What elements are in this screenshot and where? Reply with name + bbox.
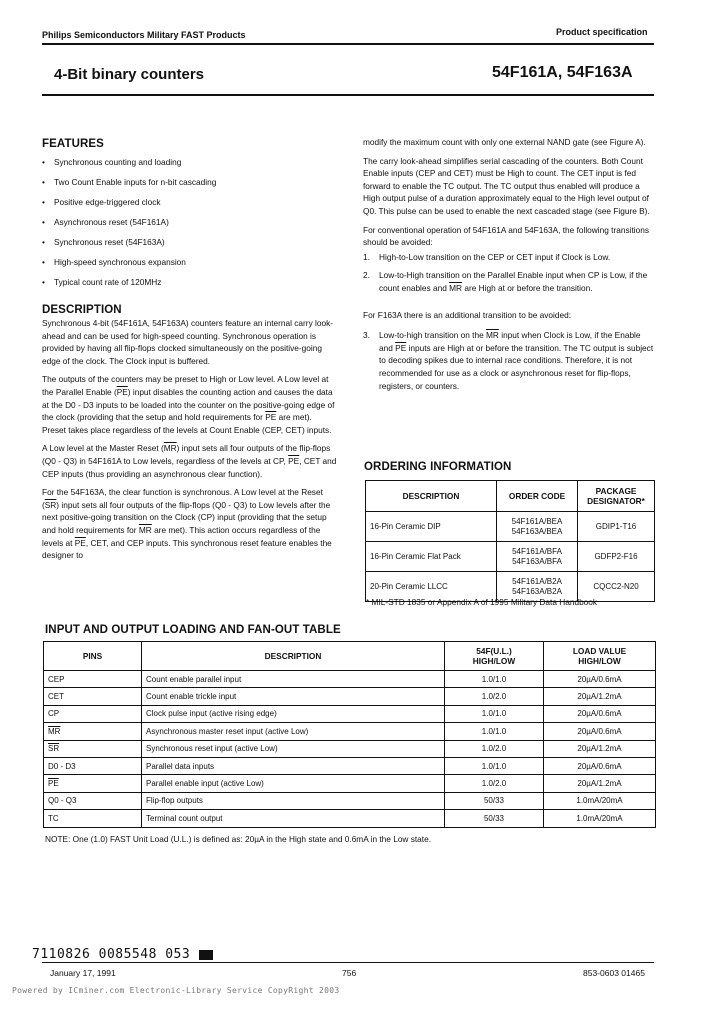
table-row: D0 - D3 Parallel data inputs 1.0/1.0 20µA/0.6mA: [44, 757, 656, 774]
table-row: $\overline{PE}$ Parallel enable input (active Low) 1.0/2.0 20µA/1.2mA: [44, 775, 656, 792]
io-table: [43, 641, 656, 828]
io-table-note: NOTE: One (1.0) FAST Unit Load (U.L.) is defined as: 20µA in the High state and 0.6mA in the Low state.: [45, 834, 432, 844]
features-heading: FEATURES: [42, 138, 104, 150]
description-paragraph: Synchronous 4-bit (54F161A, 54F163A) counters feature an internal carry look- ahead and can be used for high-speed counting. Synchronous operation is provided by having all flip-flops clocked simultaneously on the positive-going edge of the clock. The Clock input is buffered.: [42, 318, 334, 366]
col-order-code: ORDER CODE: [497, 481, 578, 512]
table-row: CET Count enable trickle input 1.0/2.0 20µA/1.2mA: [44, 688, 656, 705]
list-item: 1. High-to-Low transition on the CEP or CET input if Clock is Low.: [363, 251, 611, 262]
features-list: [42, 152, 338, 292]
table-row: $\overline{SR}$ Synchronous reset input (active Low) 1.0/2.0 20µA/1.2mA: [44, 740, 656, 757]
body-paragraph: modify the maximum count with only one external NAND gate (see Figure A).: [363, 137, 646, 147]
feature-item: • Asynchronous reset (54F161A): [42, 212, 338, 232]
feature-item: • Synchronous reset (54F163A): [42, 232, 338, 252]
ordering-heading: ORDERING INFORMATION: [364, 461, 512, 473]
io-table-heading: INPUT AND OUTPUT LOADING AND FAN-OUT TABLE: [45, 624, 341, 636]
description-paragraph: For the 54F163A, the clear function is synchronous. A Low level at the Reset $(\overline{SR})$ input sets all four outputs of the flip-flops (Q0 - Q3) to Low levels after the next positive-going transition on the Clock (CP) input (providing that the setup and hold requirements for $\overline{MR}$ are met). This action occurs regardless of the levels at $\overline{PE}$, CET, and CEP inputs. This synchronous reset feature enables the designer to: [42, 487, 332, 561]
table-row: TC Terminal count output 50/33 1.0mA/20mA: [44, 810, 656, 827]
body-paragraph: For conventional operation of 54F161A and 54F163A, the following transitions should be avoided:: [363, 224, 649, 248]
feature-item: • Synchronous counting and loading: [42, 152, 338, 172]
col-description: DESCRIPTION: [366, 481, 497, 512]
barcode-text: 7110826 0085548 053: [32, 947, 213, 962]
header-company: Philips Semiconductors Military FAST Products: [42, 30, 246, 40]
list-item: 2. Low-to-High transition on the Parallel Enable input when CP is Low, if the count enables and $\overline{MR}$ are High at or before the transition.: [363, 270, 648, 293]
transition-list: [363, 329, 655, 392]
header-doc-type: Product specification: [556, 27, 648, 37]
header-rule-top: [42, 43, 654, 45]
feature-item: • High-speed synchronous expansion: [42, 252, 338, 272]
table-row: Q0 - Q3 Flip-flop outputs 50/33 1.0mA/20mA: [44, 792, 656, 809]
table-row: 16-Pin Ceramic Flat Pack 54F161A/BFA 54F163A/BFA GDFP2-F16: [366, 542, 655, 572]
part-number: 54F161A, 54F163A: [492, 64, 633, 81]
right-column: [363, 136, 655, 392]
table-row: $\overline{MR}$ Asynchronous master reset input (active Low) 1.0/1.0 20µA/0.6mA: [44, 723, 656, 740]
table-row: CP Clock pulse input (active rising edge) 1.0/1.0 20µA/0.6mA: [44, 705, 656, 722]
description-paragraph: A Low level at the Master Reset $(\overline{MR})$ input sets all four outputs of the flip-flops (Q0 - Q3) in 54F161A to Low levels, regardless of the levels at CP, $\overline{PE}$, CET and CEP inputs (thus providing an asynchronous clear function).: [42, 443, 337, 479]
left-column: [42, 138, 338, 562]
transition-list: [363, 251, 655, 295]
barcode-block-icon: [199, 950, 213, 960]
feature-item: • Positive edge-triggered clock: [42, 192, 338, 212]
table-row: 16-Pin Ceramic DIP 54F161A/BEA 54F163A/BEA GDIP1-T16: [366, 512, 655, 542]
feature-item: • Typical count rate of 120MHz: [42, 272, 338, 292]
footer-page: 756: [342, 968, 357, 978]
col-unit-load: 54F(U.L.) HIGH/LOW: [445, 642, 544, 671]
header-rule-bottom: [42, 94, 654, 96]
body-paragraph: The carry look-ahead simplifies serial cascading of the counters. Both Count Enable inputs (CEP and CET) must be High to count. The CET input is fed forward to enable the TC output. The TC output thus enabled will produce a High output pulse of a duration approximately equal to the High level output of Q0. This pulse can be used to enable the next cascaded stage (see Figure B).: [363, 155, 650, 216]
table-row: CEP Count enable parallel input 1.0/1.0 20µA/0.6mA: [44, 671, 656, 688]
col-load-value: LOAD VALUE HIGH/LOW: [544, 642, 656, 671]
ordering-note: * MIL-STD 1835 or Appendix A of 1995 Military Data Handbook: [366, 597, 598, 607]
footer-rule: [42, 962, 654, 963]
footer-date: January 17, 1991: [50, 968, 116, 978]
footer-doc-code: 853-0603 01465: [583, 968, 645, 978]
col-description: DESCRIPTION: [142, 642, 445, 671]
table-header-row: [44, 642, 656, 671]
list-item: 3. Low-to-high transition on the $\overline{MR}$ input when Clock is Low, if the Enable and $\overline{PE}$ inputs are High at or before the transition. The TC output is subject to decoding spikes due to internal race conditions. Therefore, it is not recommended for use as a clock or asynchronous reset for flip-flops, registers, or counters.: [363, 330, 654, 391]
feature-item: • Two Count Enable inputs for n-bit cascading: [42, 172, 338, 192]
description-heading: DESCRIPTION: [42, 304, 122, 316]
ordering-table: [365, 480, 655, 602]
page-title: 4-Bit binary counters: [54, 66, 205, 83]
col-package: PACKAGE DESIGNATOR*: [578, 481, 655, 512]
footer-copyright: Powered by ICminer.com Electronic-Library Service CopyRight 2003: [12, 986, 340, 995]
col-pins: PINS: [44, 642, 142, 671]
description-paragraph: The outputs of the counters may be preset to High or Low level. A Low level at the Parallel Enable $(\overline{PE})$ input disables the counting action and causes the data at the D0 - D3 inputs to be loaded into the counter on the positive-going edge of the clock (providing that the setup and hold requirements for $\overline{PE}$ are met). Preset takes place regardless of the levels at Count Enable (CEP, CET) inputs.: [42, 374, 335, 435]
table-header-row: [366, 481, 655, 512]
table-row: 20-Pin Ceramic LLCC 54F161A/B2A 54F163A/B2A CQCC2-N20: [366, 572, 655, 602]
body-paragraph: For F163A there is an additional transition to be avoided:: [363, 309, 572, 320]
